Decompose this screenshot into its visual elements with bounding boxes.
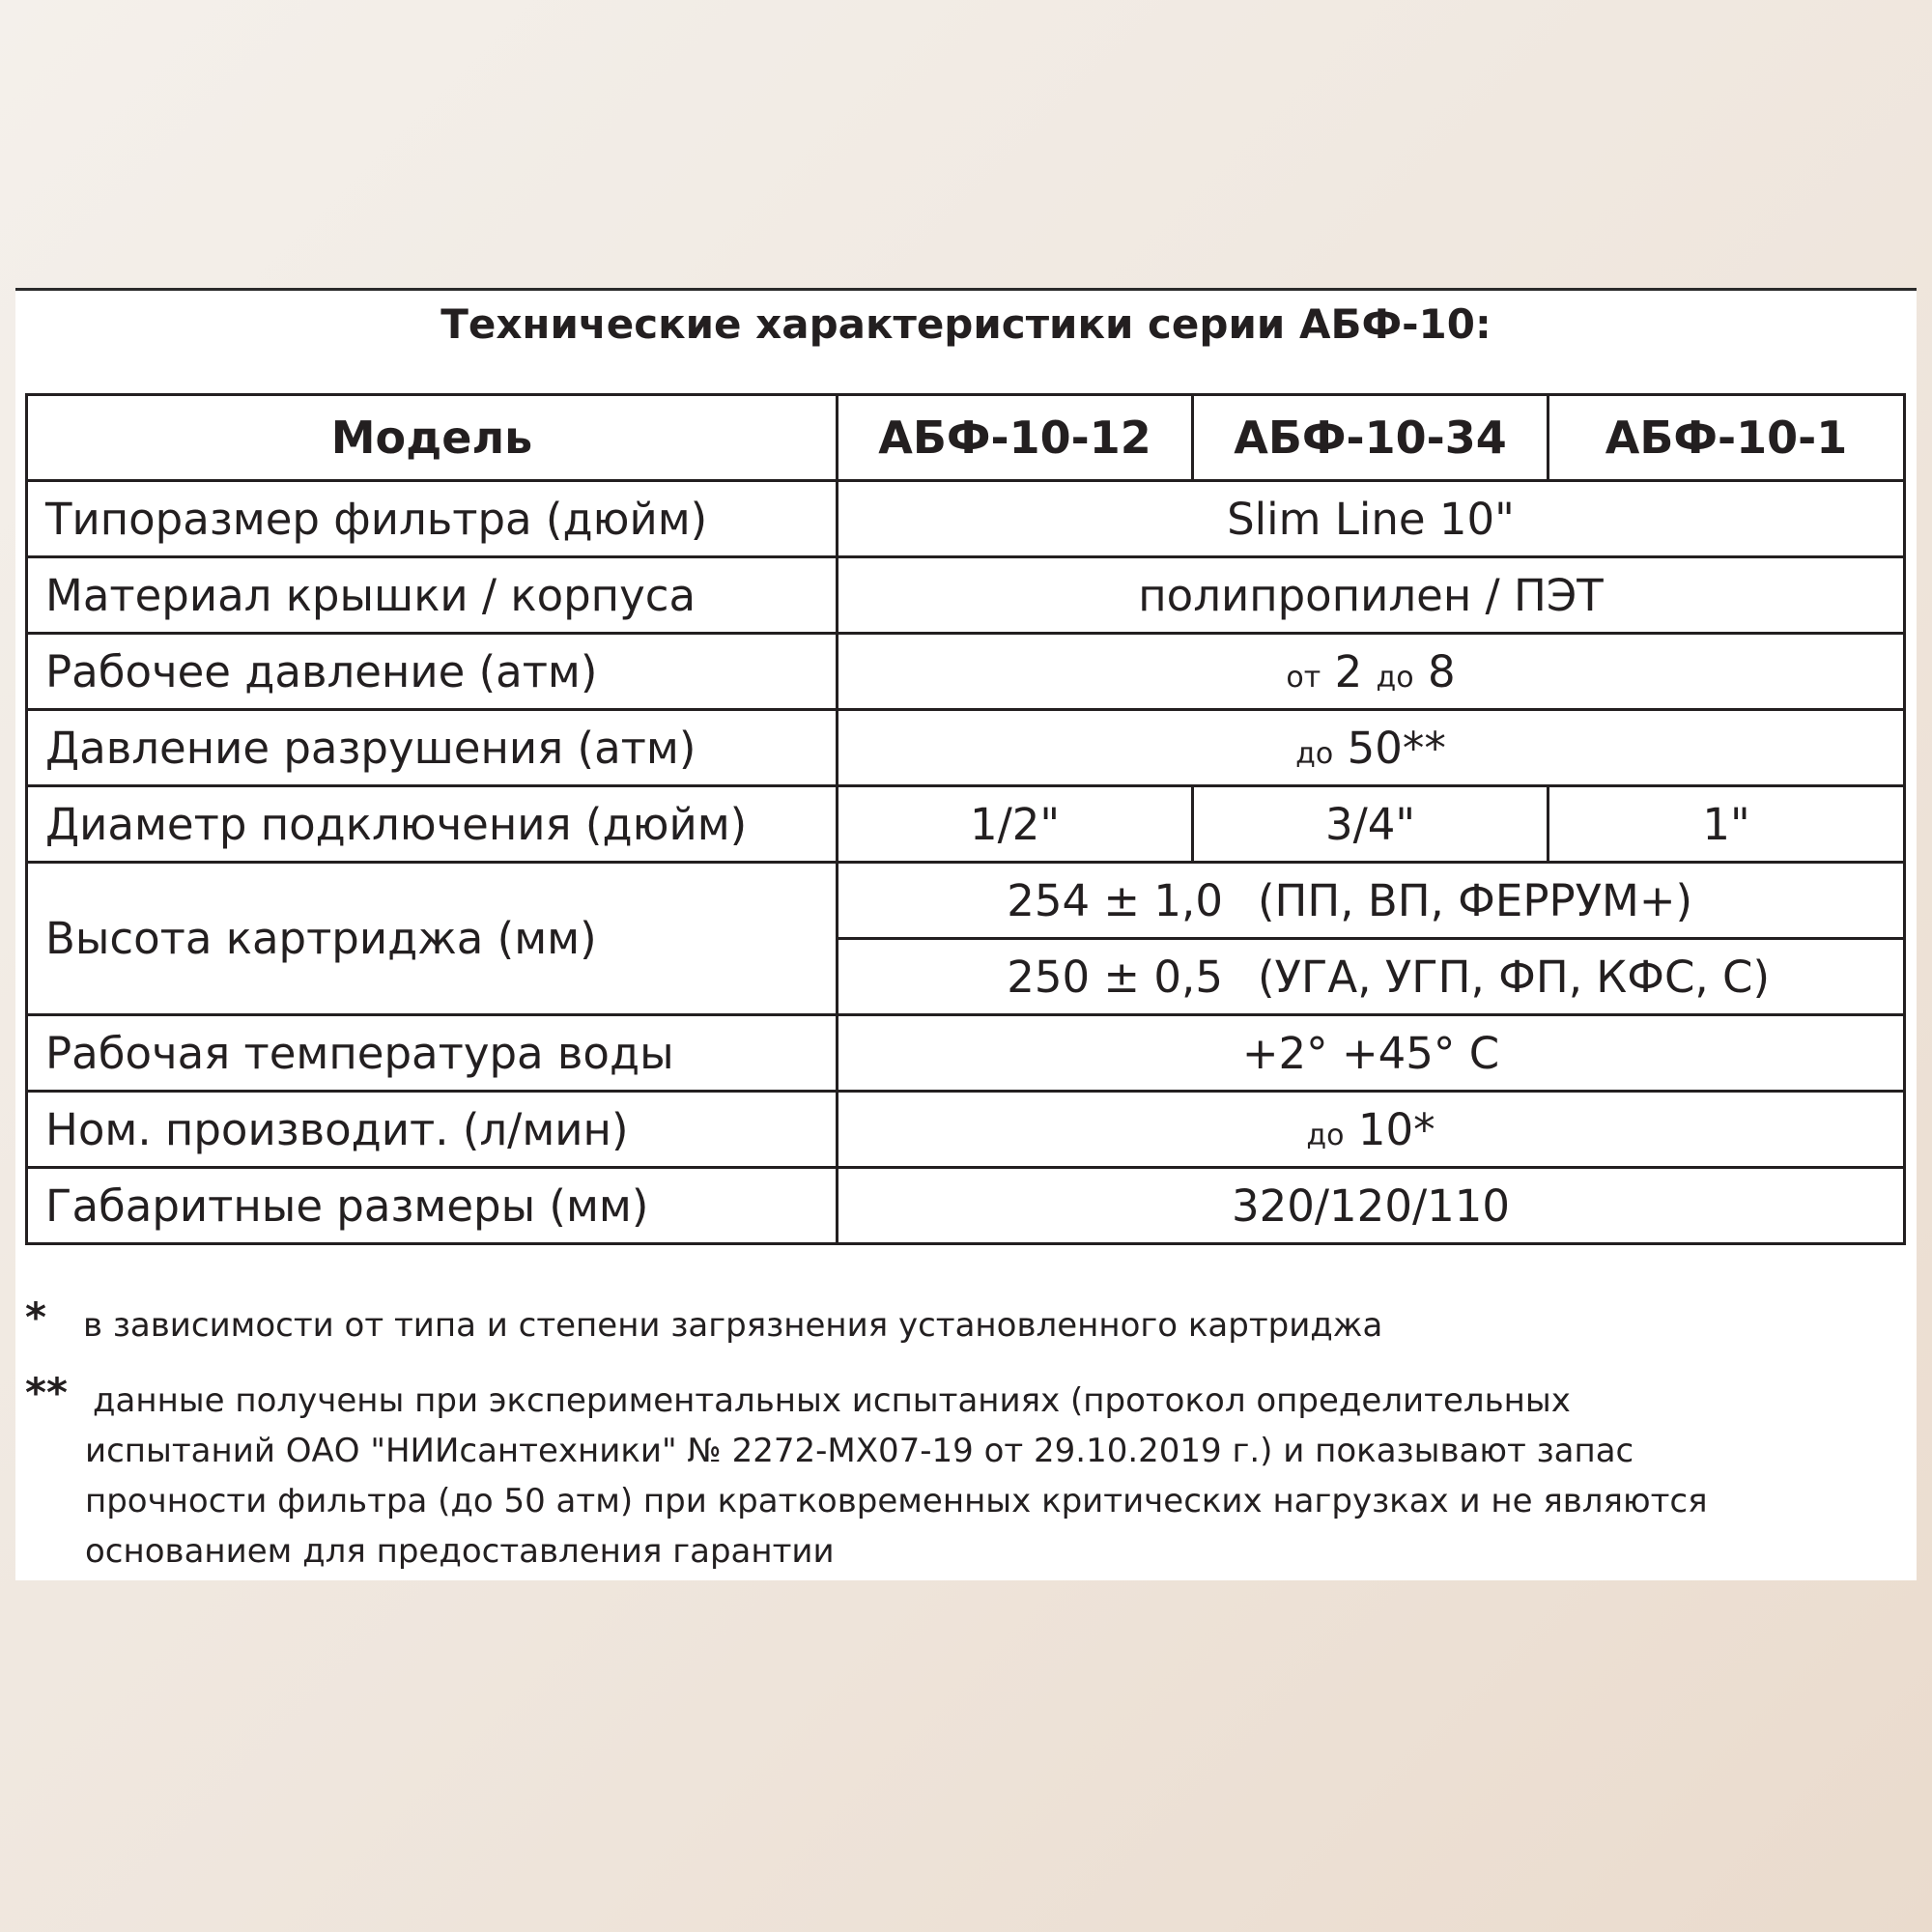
pressure-to-word: до — [1376, 660, 1414, 695]
diameter-value-2: 3/4" — [1193, 786, 1548, 863]
header-model-label: Модель — [27, 395, 838, 481]
row-value-height-1 — [838, 863, 1905, 939]
flow-value: 10* — [1357, 1103, 1435, 1155]
table-row — [27, 481, 1905, 557]
row-value-size: Slim Line 10" — [838, 481, 1905, 557]
row-label-pressure: Рабочее давление (атм) — [27, 634, 838, 710]
table-row — [27, 710, 1905, 786]
footnote-2-line-2: испытаний ОАО "НИИсантехники" № 2272-МХ07-19 от 29.10.2019 г.) и показывают запас — [85, 1432, 1634, 1470]
diameter-value-1: 1/2" — [838, 786, 1193, 863]
spec-table — [25, 393, 1906, 1245]
footnote-2-line-4: основанием для предоставления гарантии — [85, 1532, 835, 1571]
row-value-pressure — [838, 634, 1905, 710]
table-row — [27, 1015, 1905, 1092]
row-value-temperature: +2° +45° С — [838, 1015, 1905, 1092]
row-label-burst: Давление разрушения (атм) — [27, 710, 838, 786]
page-title: Технические характеристики серии АБФ-10: — [440, 300, 1492, 348]
flow-prefix: до — [1306, 1118, 1345, 1152]
burst-value: 50** — [1347, 722, 1446, 774]
table-row — [27, 634, 1905, 710]
table-row — [27, 557, 1905, 634]
row-label-dimensions: Габаритные размеры (мм) — [27, 1168, 838, 1244]
row-label-temperature: Рабочая температура воды — [27, 1015, 838, 1092]
table-row — [27, 863, 1905, 939]
row-label-flow: Ном. производит. (л/мин) — [27, 1092, 838, 1168]
footnote-2-line-3: прочности фильтра (до 50 атм) при кратковременных критических нагрузках и не являются — [85, 1482, 1708, 1520]
table-row — [27, 786, 1905, 863]
row-value-burst — [838, 710, 1905, 786]
pressure-from-word: от — [1286, 660, 1321, 695]
row-value-dimensions: 320/120/110 — [838, 1168, 1905, 1244]
row-label-height: Высота картриджа (мм) — [27, 863, 838, 1015]
row-value-height-2 — [838, 939, 1905, 1015]
footnote-2 — [25, 1369, 1861, 1577]
header-model-2: АБФ-10-34 — [1193, 395, 1548, 481]
pressure-min: 2 — [1334, 645, 1363, 697]
height-value-2: 250 ± 0,5 — [1007, 951, 1223, 1003]
footnote-2-mark: ** — [25, 1369, 68, 1416]
footnote-1-text: в зависимости от типа и степени загрязнения установленного картриджа — [83, 1306, 1383, 1345]
spec-sheet — [15, 288, 1917, 1580]
footnote-2-line-1: данные получены при экспериментальных испытаниях (протокол определительных — [93, 1381, 1571, 1420]
pressure-max: 8 — [1427, 645, 1456, 697]
row-label-material: Материал крышки / корпуса — [27, 557, 838, 634]
table-header-row — [27, 395, 1905, 481]
height-note-1: (ПП, ВП, ФЕРРУМ+) — [1258, 874, 1693, 926]
height-note-2: (УГА, УГП, ФП, КФС, С) — [1258, 951, 1771, 1003]
footnote-1-mark: * — [25, 1293, 46, 1341]
row-value-material: полипропилен / ПЭТ — [838, 557, 1905, 634]
table-row — [27, 1168, 1905, 1244]
header-model-3: АБФ-10-1 — [1548, 395, 1905, 481]
diameter-value-3: 1" — [1548, 786, 1905, 863]
row-value-flow — [838, 1092, 1905, 1168]
header-model-1: АБФ-10-12 — [838, 395, 1193, 481]
burst-prefix: до — [1295, 736, 1334, 771]
row-label-diameter: Диаметр подключения (дюйм) — [27, 786, 838, 863]
table-row — [27, 1092, 1905, 1168]
height-value-1: 254 ± 1,0 — [1007, 874, 1223, 926]
row-label-size: Типоразмер фильтра (дюйм) — [27, 481, 838, 557]
